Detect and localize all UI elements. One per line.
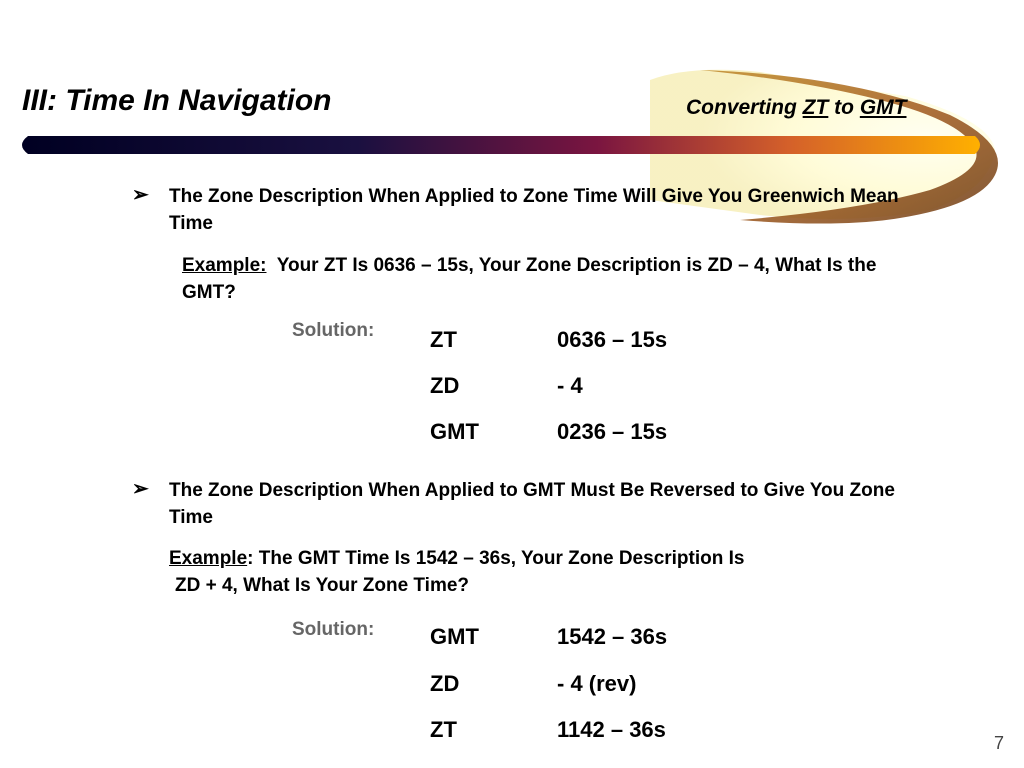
- subtitle-mid: to: [828, 96, 860, 119]
- subtitle-zt: ZT: [802, 96, 829, 119]
- calc-row-label: ZD: [430, 671, 460, 696]
- page-subtitle: [686, 96, 906, 120]
- calc-row-value: 0636 – 15s: [557, 327, 668, 352]
- calc-row-value: 0236 – 15s: [557, 419, 668, 444]
- calc-row-label: ZD: [430, 373, 460, 398]
- example-2: [169, 545, 929, 599]
- page-number: 7: [993, 733, 1004, 753]
- example-line-2a: [169, 545, 929, 572]
- subtitle-prefix: Converting: [686, 96, 803, 119]
- calc-row-value: 1142 – 36s: [557, 717, 666, 742]
- calc-row-value: - 4: [557, 373, 583, 398]
- arrow-bullet-icon: ➢: [132, 478, 149, 500]
- bullet-text-1: The Zone Description When Applied to Zone Time Will Give You Greenwich Mean Time: [169, 186, 899, 234]
- page-title: III: Time In Navigation: [22, 84, 332, 117]
- bullet-text-2: The Zone Description When Applied to GMT Must Be Reversed to Give You Zone Time: [169, 480, 895, 528]
- example-text-1: Your ZT Is 0636 – 15s, Your Zone Description is ZD – 4, What Is the GMT?: [182, 255, 882, 303]
- calc-row-label: ZT: [430, 717, 457, 742]
- title-bar: [22, 136, 980, 154]
- subtitle-gmt: GMT: [859, 96, 907, 119]
- example-text-2b: ZD + 4, What Is Your Zone Time?: [175, 575, 470, 596]
- calc-row-label: ZT: [430, 327, 457, 352]
- calc-row-value: - 4 (rev): [557, 671, 637, 696]
- solution-label-2: Solution:: [292, 619, 375, 640]
- calc-row-label: GMT: [430, 419, 479, 444]
- calc-row-label: GMT: [430, 624, 479, 649]
- example-label-1: Example:: [182, 255, 267, 276]
- example-text-2: : The GMT Time Is 1542 – 36s, Your Zone Description Is: [247, 548, 745, 569]
- arrow-bullet-icon: ➢: [132, 184, 149, 206]
- calc-row-value: 1542 – 36s: [557, 624, 668, 649]
- example-label-2: Example: [169, 548, 248, 569]
- example-1: [182, 252, 902, 306]
- solution-label-1: Solution:: [292, 320, 375, 341]
